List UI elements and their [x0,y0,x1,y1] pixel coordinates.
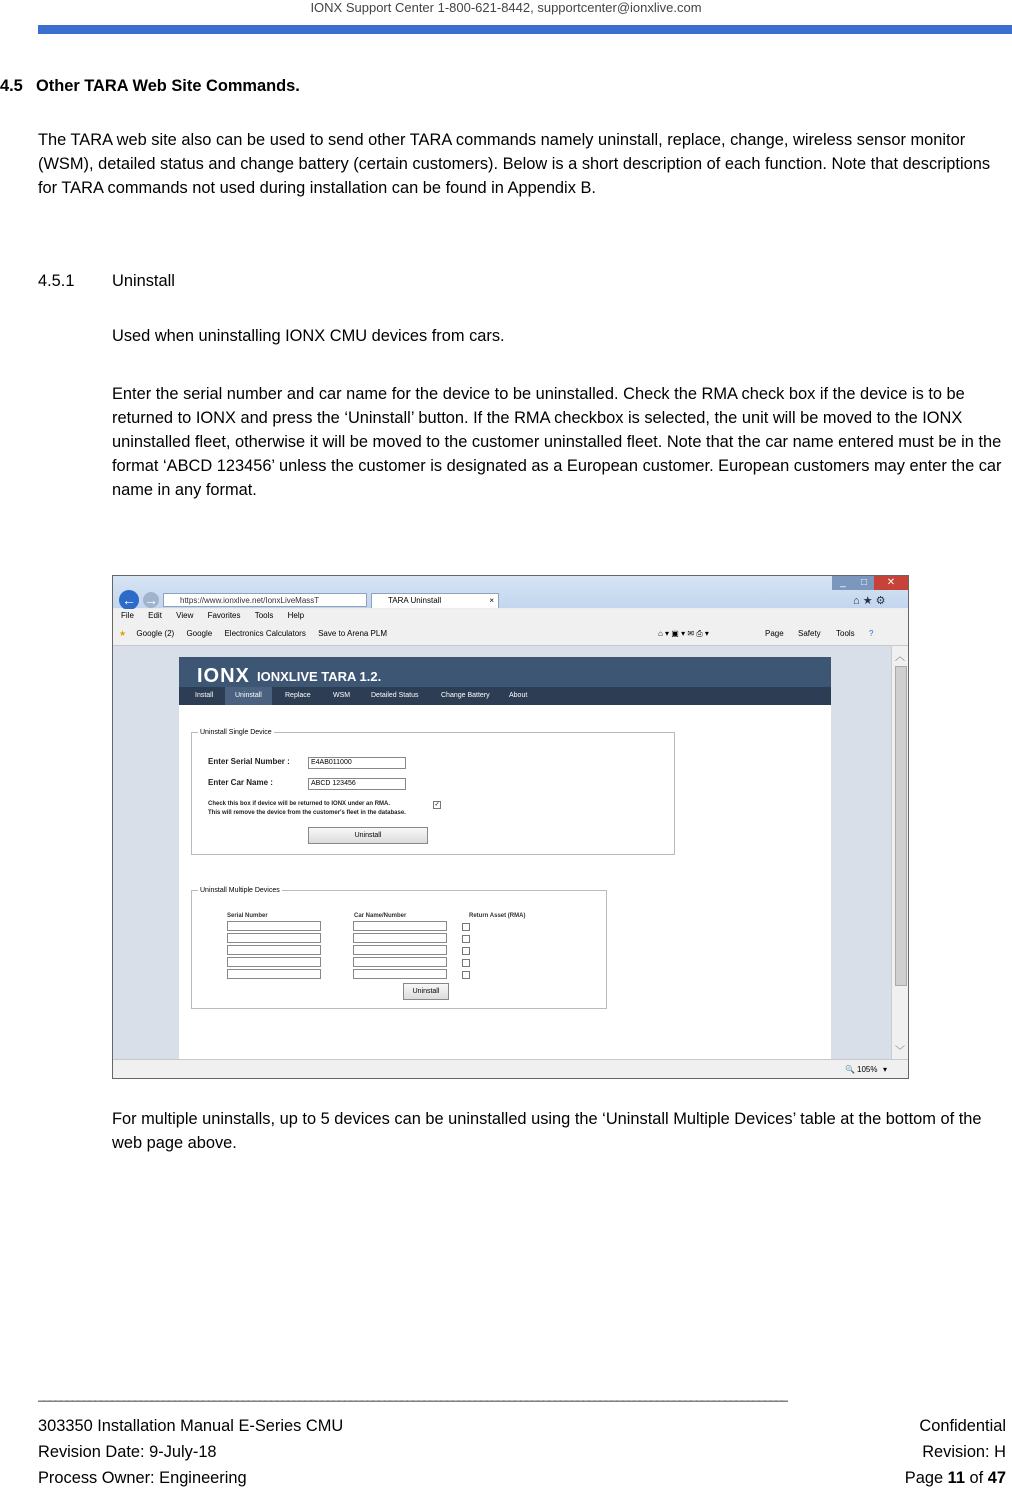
zoom-dropdown-icon[interactable]: ▾ [883,1065,888,1074]
ionx-logo: IONX [197,665,250,687]
back-icon[interactable]: ← [119,590,139,610]
footer-owner: Process Owner: Engineering [38,1469,247,1487]
rma-text-1: Check this box if device will be returned to IONX under an RMA. [208,801,391,807]
zoom-level[interactable]: 105% [857,1065,878,1074]
uninstall-multiple-button[interactable]: Uninstall [403,983,449,1000]
car-row-input[interactable] [353,933,447,943]
footer-doc: 303350 Installation Manual E-Series CMU [38,1417,344,1435]
scroll-down-icon[interactable]: ﹀ [895,1046,905,1057]
favorites-bar [113,623,908,646]
rma-text-2: This will remove the device from the customer's fleet in the database. [208,810,406,816]
serial-label: Enter Serial Number : [208,757,290,766]
subsection-heading [38,269,175,293]
scroll-up-icon[interactable]: ︿ [895,652,905,663]
car-row-input[interactable] [353,957,447,967]
multiple-legend: Uninstall Multiple Devices [200,887,280,894]
help-icon[interactable]: ? [869,629,874,638]
toolbar-safety[interactable]: Safety [798,629,821,638]
car-input[interactable]: ABCD 123456 [308,778,406,790]
app-title: IONXLIVE TARA 1.2. [257,669,382,684]
nav-change-battery[interactable]: Change Battery [441,692,490,699]
subsection-title: Uninstall [112,272,175,290]
menu-edit[interactable]: Edit [148,611,162,620]
col-rma: Return Asset (RMA) [469,913,526,919]
footer-rule: ____________________________________________________________________________________________________________________________________ [38,1388,787,1402]
footer-confidential: Confidential [919,1417,1006,1435]
minimize-icon[interactable]: _ [832,576,854,590]
uninstall-single-button[interactable]: Uninstall [308,827,428,844]
footer-rev-date: Revision Date: 9-July-18 [38,1443,217,1461]
rma-row-checkbox[interactable] [462,971,470,979]
nav-uninstall[interactable]: Uninstall [225,687,272,705]
single-legend: Uninstall Single Device [200,729,272,736]
nav-detailed-status[interactable]: Detailed Status [371,692,419,699]
of-word: of [969,1469,984,1487]
favorites-star-icon[interactable]: ★ [119,629,127,638]
rma-row-checkbox[interactable] [462,923,470,931]
serial-row-input[interactable] [227,945,321,955]
menu-view[interactable]: View [176,611,194,620]
col-serial: Serial Number [227,913,268,919]
single-device-box [191,729,675,855]
car-row-input[interactable] [353,969,447,979]
header-bar [38,25,1012,34]
serial-row-input[interactable] [227,957,321,967]
nav-install[interactable]: Install [195,692,214,699]
section-heading [0,74,300,98]
page-total: 47 [987,1469,1006,1487]
fav-google-2[interactable]: Google (2) [136,629,175,638]
toolbar-page[interactable]: Page [765,629,784,638]
home-star-gear-icons[interactable]: ⌂ ★ ⚙ [853,595,886,607]
menu-favorites[interactable]: Favorites [207,611,241,620]
intro-paragraph: The TARA web site also can be used to send other TARA commands namely uninstall, replace, change, wireless sensor monitor (WSM), detailed status and change battery (certain customers). Below is a short description of each function. Note that descriptions for TARA commands not used during installation can be found in Appendix B. [38,131,991,197]
section-title: Other TARA Web Site Commands. [36,77,300,95]
fav-electronics-calculators[interactable]: Electronics Calculators [224,629,306,638]
zoom-icon[interactable]: 🔍 [845,1065,855,1074]
car-row-input[interactable] [353,921,447,931]
nav-about[interactable]: About [509,692,528,699]
serial-row-input[interactable] [227,933,321,943]
close-window-icon[interactable]: ✕ [874,576,908,590]
subsection-number: 4.5.1 [38,272,75,290]
forward-icon[interactable]: → [144,592,158,608]
paragraph-enter: Enter the serial number and car name for the device to be uninstalled. Check the RMA check box if the device is to be returned to IONX and press the ‘Uninstall’ button. If the RMA checkbox is selected, the unit will be moved to the IONX uninstalled fleet, otherwise it will be moved to the customer uninstalled fleet. Note that the car name entered must be in the format ‘ABCD 123456’ unless the customer is designated as a European customer. European customers may enter the car name in any format. [112,385,1002,499]
tara-nav [179,687,831,705]
paragraph-used: Used when uninstalling IONX CMU devices from cars. [112,327,505,345]
fav-save-to-arena[interactable]: Save to Arena PLM [318,629,388,638]
rma-row-checkbox[interactable] [462,947,470,955]
section-number: 4.5 [0,77,23,95]
rma-checkbox[interactable]: ✓ [434,802,440,808]
scrollbar[interactable] [891,646,909,1059]
serial-input[interactable]: E4AB011000 [308,757,406,769]
menu-file[interactable]: File [121,611,134,620]
address-bar[interactable]: https://www.ionxlive.net/IonxLiveMassT [163,593,367,607]
footer-page [905,1466,1006,1490]
browser-titlebar [113,576,908,608]
browser-content [113,646,891,1059]
serial-row-input[interactable] [227,921,321,931]
toolbar-icons[interactable]: ⌂ ▾ ▣ ▾ ✉ ⎙ ▾ [658,629,709,638]
car-label: Enter Car Name : [208,778,273,787]
fav-google[interactable]: Google [186,629,213,638]
col-car: Car Name/Number [354,913,407,919]
page-word: Page [904,1469,944,1487]
menu-help[interactable]: Help [287,611,305,620]
menu-bar [113,609,908,623]
tara-page [179,657,831,1059]
tab-close-icon[interactable]: × [489,596,494,605]
page-number: 11 [947,1469,965,1487]
tab-tara-uninstall[interactable] [371,593,499,608]
maximize-icon[interactable]: □ [854,576,874,590]
support-header: IONX Support Center 1-800-621-8442, supportcenter@ionxlive.com [310,0,702,15]
footer-revision: Revision: H [922,1443,1006,1461]
rma-row-checkbox[interactable] [462,959,470,967]
status-bar [113,1059,908,1079]
car-row-input[interactable] [353,945,447,955]
tab-title: TARA Uninstall [388,596,442,605]
nav-replace[interactable]: Replace [285,692,311,699]
uninstall-screenshot [112,575,909,1079]
rma-row-checkbox[interactable] [462,935,470,943]
paragraph-multi: For multiple uninstalls, up to 5 devices can be uninstalled using the ‘Uninstall Multiple Devices’ table at the bottom of the web page above. [112,1110,982,1152]
serial-row-input[interactable] [227,969,321,979]
menu-tools[interactable]: Tools [254,611,274,620]
nav-wsm[interactable]: WSM [333,692,351,699]
scroll-thumb[interactable] [895,666,907,986]
toolbar-tools[interactable]: Tools [836,629,855,638]
